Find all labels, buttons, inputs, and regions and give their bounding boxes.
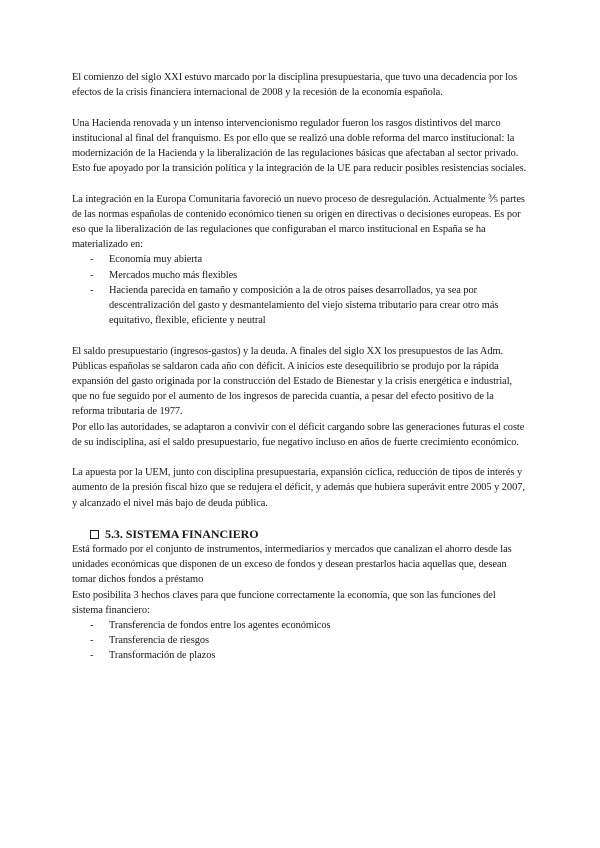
functions-list: [72, 618, 528, 664]
list-item: - Transformación de plazos: [72, 648, 528, 663]
section-heading: [72, 526, 528, 542]
paragraph-transicion-politica: Esto fue apoyado por la transición política y la integración de la UE para reducir posibles resistencias sociales.: [72, 163, 527, 175]
list-item: - Mercados mucho más flexibles: [72, 268, 528, 283]
dash-marker: -: [90, 650, 94, 662]
paragraph-saldo-presupuestario: El saldo presupuestario (ingresos-gastos) y la deuda. A finales del siglo XX los presupuestos de las Adm. Públicas españolas se saldaron cada año con déficit. A inicios este desequilibrio se produjo por la rápida expansión del gasto originada por la construcción del Estado de Bienestar y la crisis energética e industrial, que no fue seguido por el aumento de los ingresos de parecida cuantía, a pesar del efecto positivo de la reforma tributaria de 1977.: [72, 345, 513, 418]
paragraph-siglo-xxi: El comienzo del siglo XXI estuvo marcado por la disciplina presupuestaria, que tuvo una decadencia por los efectos de la crisis financiera internacional de 2008 y la recesión de la economía española.: [72, 72, 518, 99]
dash-marker: -: [90, 269, 94, 281]
paragraph-sistema-financiero: Está formado por el conjunto de instrumentos, intermediarios y mercados que canalizan el ahorro desde las unidades económicas que disponen de un exceso de fondos y desean prestarlos hacia aquellas que, desean tomar dichos fondos a préstamo: [72, 544, 512, 586]
dash-marker: -: [90, 254, 94, 266]
list-item: - Transferencia de fondos entre los agentes económicos: [72, 618, 528, 633]
dash-marker: -: [90, 635, 94, 647]
liberalization-list: [72, 252, 528, 328]
paragraph-autoridades-deficit: Por ello las autoridades, se adaptaron a convivir con el déficit cargando sobre las generaciones futuras el coste de su indisciplina, así el saldo presupuestario, fue negativo incluso en años de fuerte crecimiento económico.: [72, 421, 525, 448]
list-item: - Economía muy abierta: [72, 252, 528, 267]
dash-marker: -: [90, 620, 94, 632]
list-item: - Transferencia de riesgos: [72, 633, 528, 648]
dash-marker: -: [90, 284, 94, 296]
paragraph-integracion-europea: La integración en la Europa Comunitaria favoreció un nuevo proceso de desregulación. Actualmente ⅗ partes de las normas españolas de contenido económico tienen su origen en directivas o decisiones europeas. Es por eso que la liberalización de las regulaciones que configuraban el marco institucional en España se ha materializado en:: [72, 193, 525, 251]
checkbox-icon: [90, 530, 99, 539]
section-heading-text: 5.3. SISTEMA FINANCIERO: [105, 527, 259, 542]
paragraph-hacienda-renovada: Una Hacienda renovada y un intenso intervencionismo regulador fueron los rasgos distintivos del marco institucional al final del franquismo. Es por ello que se realizó una doble reforma del marco institucional: la modernización de la Hacienda y la liberalización de las regulaciones básicas que afectaban al sector privado.: [72, 117, 519, 159]
paragraph-funciones: Esto posibilita 3 hechos claves para que funcione correctamente la economía, que son las funciones del sistema financiero:: [72, 589, 496, 616]
list-item: - Hacienda parecida en tamaño y composición a la de otros países desarrollados, ya sea por descentralización del gasto y desmantelamiento del viejo sistema tributario para crear otro más equitativo, flexible, eficiente y neutral: [90, 284, 499, 327]
paragraph-apuesta-uem: La apuesta por la UEM, junto con disciplina presupuestaria, expansión cíclica, reducción de tipos de interés y aumento de la presión fiscal hizo que se redujera el déficit, y además que hubiera superávit entre 2005 y 2007, y alcanzado el nivel más bajo de deuda pública.: [72, 467, 525, 509]
document-page: [72, 70, 528, 664]
